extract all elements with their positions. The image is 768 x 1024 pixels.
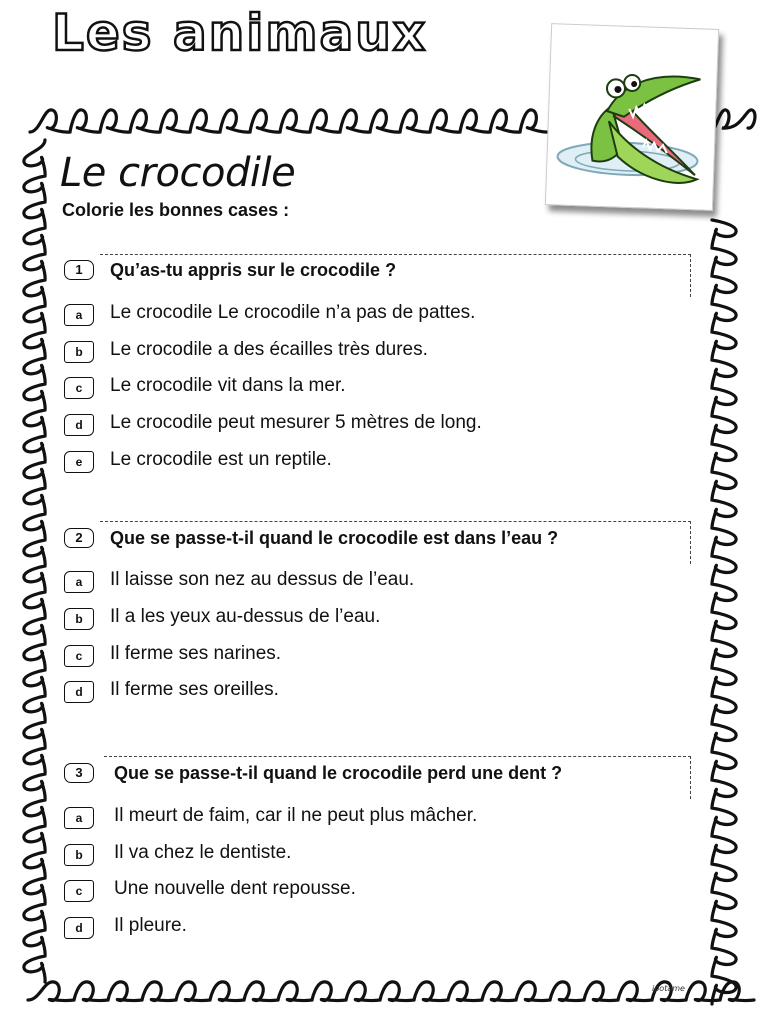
answer-checkbox[interactable]: c <box>64 377 94 399</box>
question-number: 1 <box>64 260 94 280</box>
answer-text: Il va chez le dentiste. <box>114 842 292 863</box>
answer-text: Le crocodile a des écailles très dures. <box>110 339 428 360</box>
answer-text: Le crocodile Le crocodile n’a pas de pattes. <box>110 302 476 323</box>
frame-left-loops <box>24 140 45 982</box>
answer-checkbox[interactable]: b <box>64 341 94 363</box>
answer-checkbox[interactable]: a <box>64 571 94 593</box>
answer-text: Une nouvelle dent repousse. <box>114 878 356 899</box>
answer-checkbox[interactable]: d <box>64 681 94 703</box>
answer-text: Il ferme ses oreilles. <box>110 679 279 700</box>
answer-text: Le crocodile est un reptile. <box>110 449 332 470</box>
page-title: Les animaux <box>52 4 428 62</box>
question-number: 3 <box>64 763 94 783</box>
answer-checkbox[interactable]: a <box>64 807 94 829</box>
answer-text: Il ferme ses narines. <box>110 643 282 664</box>
frame-right-loops <box>712 220 736 1004</box>
author-credit: ipotâme <box>652 984 685 993</box>
answer-text: Il laisse son nez au dessus de l’eau. <box>110 569 415 590</box>
frame-top-right-loops <box>712 110 755 130</box>
answer-checkbox[interactable]: a <box>64 304 94 326</box>
frame-bottom-loops <box>28 982 754 1001</box>
question-text: Que se passe-t-il quand le crocodile perd une dent ? <box>114 763 563 783</box>
answer-checkbox[interactable]: d <box>64 414 94 436</box>
section-title: Le crocodile <box>60 150 296 196</box>
crocodile-icon <box>546 24 718 210</box>
crocodile-image <box>545 23 719 211</box>
answer-checkbox[interactable]: e <box>64 451 94 473</box>
answer-text: Le crocodile peut mesurer 5 mètres de long. <box>110 412 482 433</box>
answer-checkbox[interactable]: b <box>64 844 94 866</box>
answer-text: Il pleure. <box>114 915 187 936</box>
instruction-text: Colorie les bonnes cases : <box>62 200 290 220</box>
frame-top-loops <box>30 110 550 132</box>
answer-checkbox[interactable]: d <box>64 917 94 939</box>
answer-checkbox[interactable]: b <box>64 608 94 630</box>
question-number: 2 <box>64 528 94 548</box>
answer-text: Il a les yeux au-dessus de l’eau. <box>110 606 381 627</box>
question-text: Qu’as-tu appris sur le crocodile ? <box>110 260 397 280</box>
answer-text: Il meurt de faim, car il ne peut plus mâcher. <box>114 805 478 826</box>
answer-text: Le crocodile vit dans la mer. <box>110 375 346 396</box>
question-text: Que se passe-t-il quand le crocodile est dans l’eau ? <box>110 528 559 548</box>
answer-checkbox[interactable]: c <box>64 880 94 902</box>
answer-checkbox[interactable]: c <box>64 645 94 667</box>
